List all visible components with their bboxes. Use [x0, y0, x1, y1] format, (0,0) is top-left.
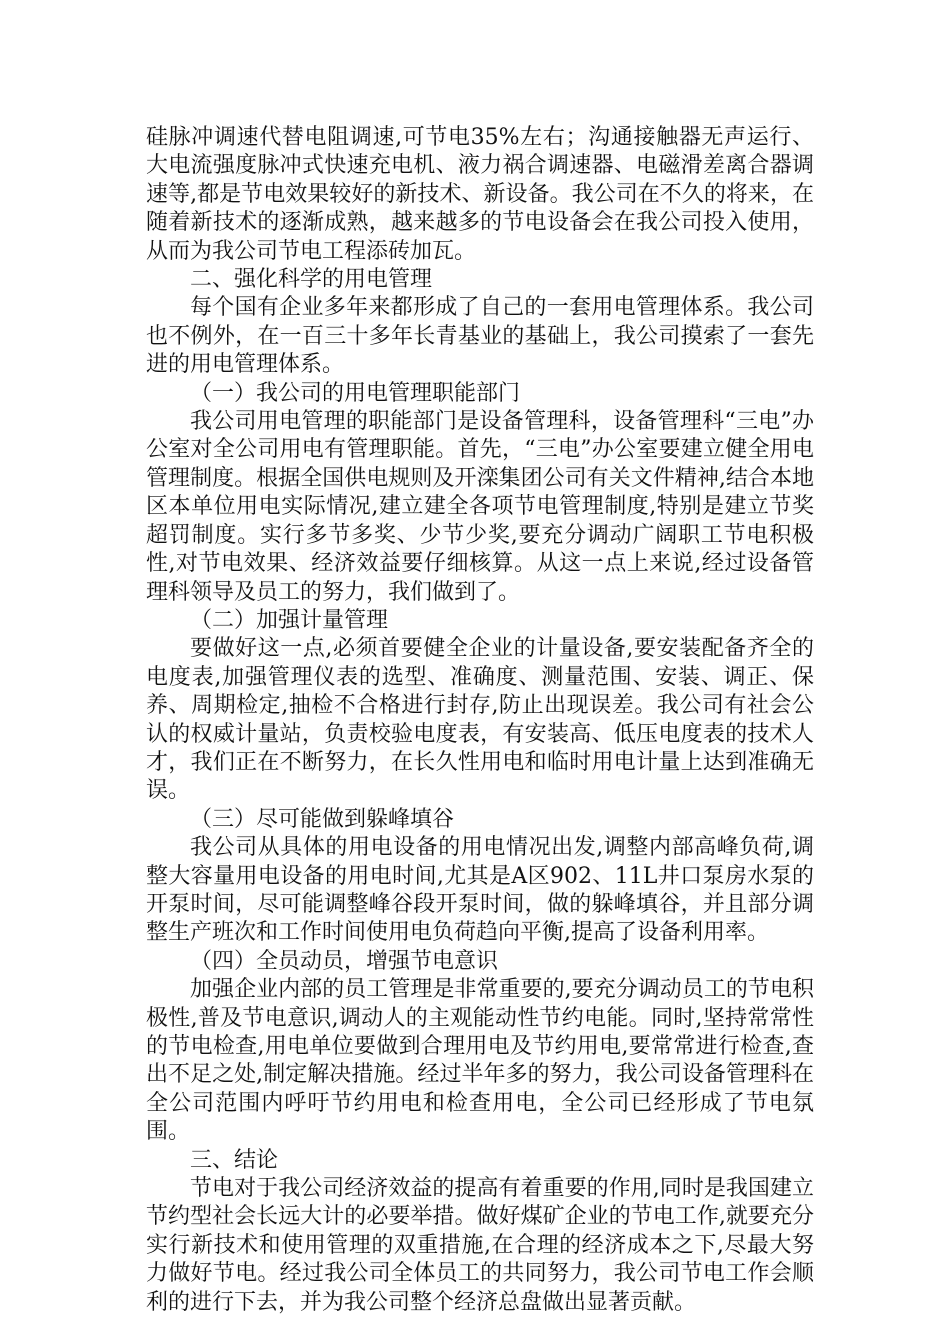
paragraph-staff-awareness: 加强企业内部的员工管理是非常重要的,要充分调动员工的节电积极性,普及节电意识,调动人的主观能动性节约电能。同时,坚持常常性的节电检查,用电单位要做到合理用电及节约用电,要常常进行检查,查出不足之处,制定解决措施。经过半年多的努力，我公司设备管理科在全公司范围内呼吁节约用电和检查用电，全公司已经形成了节电氛围。 — [146, 977, 814, 1145]
paragraph-management-system: 每个国有企业多年来都形成了自己的一套用电管理体系。我公司也不例外，在一百三十多年长青基业的基础上，我公司摸索了一套先进的用电管理体系。 — [146, 295, 814, 378]
document-page — [146, 124, 814, 1317]
paragraph-metering-management: 要做好这一点,必须首要健全企业的计量设备,要安装配备齐全的电度表,加强管理仪表的选型、准确度、测量范围、安装、调正、保养、周期检定,抽检不合格进行封存,防止出现误差。我公司有社会公认的权威计量站，负责校验电度表，有安装高、低压电度表的技术人才，我们正在不断努力，在长久性用电和临时用电计量上达到准确无误。 — [146, 636, 814, 804]
subheading-metering-management: （二）加强计量管理 — [190, 607, 389, 633]
subheading-staff-awareness: （四）全员动员，增强节电意识 — [190, 948, 499, 974]
section-heading-conclusion: 三、结论 — [190, 1147, 279, 1173]
paragraph-energy-saving-technologies: 硅脉冲调速代替电阻调速,可节电35%左右；沟通接触器无声运行、大电流强度脉冲式快速充电机、液力祸合调速器、电磁滑差离合器调速等,都是节电效果较好的新技术、新设备。我公司在不久的将来，在随着新技术的逐渐成熟，越来越多的节电设备会在我公司投入使用，从而为我公司节电工程添砖加瓦。 — [146, 125, 814, 264]
subheading-management-department: （一）我公司的用电管理职能部门 — [190, 380, 521, 406]
paragraph-peak-shifting: 我公司从具体的用电设备的用电情况出发,调整内部高峰负荷,调整大容量用电设备的用电时间,尤其是A区902、11L井口泵房水泵的开泵时间，尽可能调整峰谷段开泵时间，做的躲峰填谷，并且部分调整生产班次和工作时间使用电负荷趋向平衡,提高了设备利用率。 — [146, 835, 814, 946]
subheading-peak-shifting: （三）尽可能做到躲峰填谷 — [190, 806, 455, 832]
section-heading-power-management: 二、强化科学的用电管理 — [190, 267, 433, 293]
paragraph-management-department: 我公司用电管理的职能部门是设备管理科，设备管理科“三电”办公室对全公司用电有管理职能。首先，“三电”办公室要建立健全用电管理制度。根据全国供电规则及开滦集团公司有关文件精神,结合本地区本单位用电实际情况,建立建全各项节电管理制度,特别是建立节奖超罚制度。实行多节多奖、少节少奖,要充分调动广阔职工节电积极性,对节电效果、经济效益要仔细核算。从这一点上来说,经过设备管理科领导及员工的努力，我们做到了。 — [146, 409, 814, 605]
paragraph-conclusion: 节电对于我公司经济效益的提高有着重要的作用,同时是我国建立节约型社会长远大计的必要举措。做好煤矿企业的节电工作,就要充分实行新技术和使用管理的双重措施,在合理的经济成本之下,尽最大努力做好节电。经过我公司全体员工的共同努力，我公司节电工作会顺利的进行下去，并为我公司整个经济总盘做出显著贡献。 — [146, 1176, 814, 1315]
